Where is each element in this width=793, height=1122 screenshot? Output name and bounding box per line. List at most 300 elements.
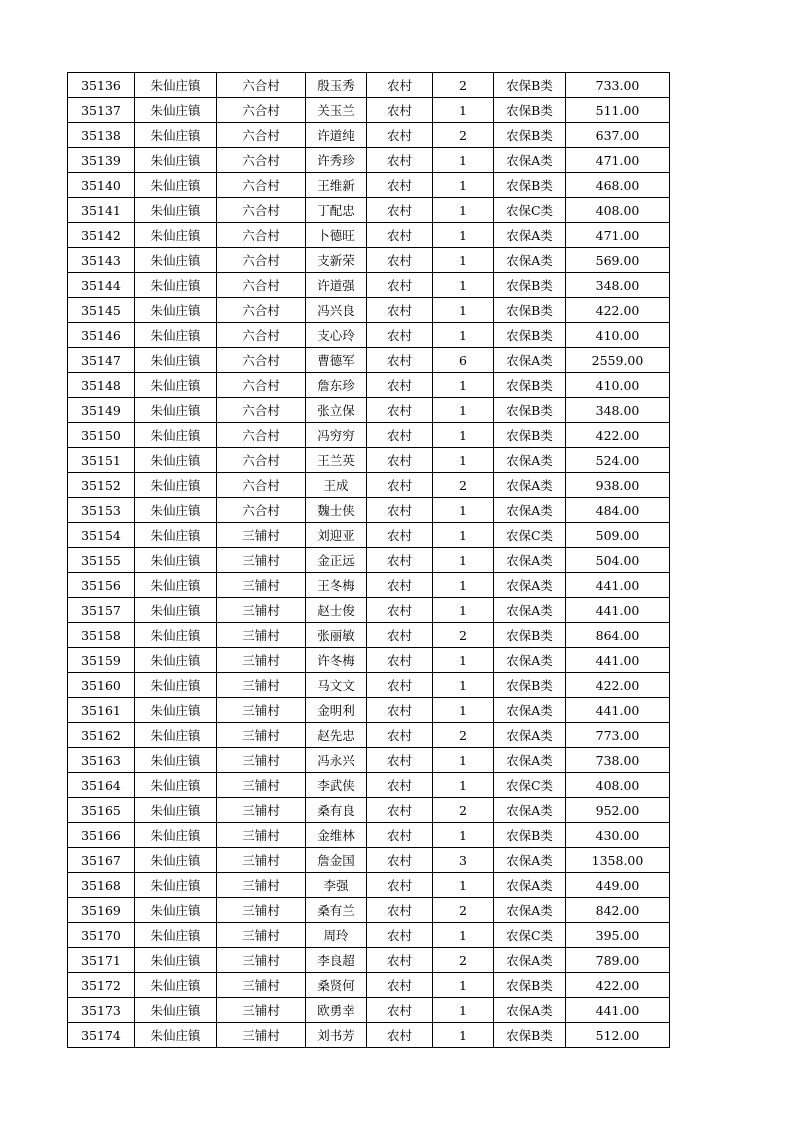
- name-cell: 张丽敏: [306, 623, 367, 648]
- table-row: [68, 223, 670, 248]
- category-cell: 农保A类: [494, 998, 566, 1023]
- name-cell: 周玲: [306, 923, 367, 948]
- name-cell: 关玉兰: [306, 98, 367, 123]
- amount-cell: 468.00: [566, 173, 670, 198]
- area-type-cell: 农村: [367, 698, 433, 723]
- category-cell: 农保A类: [494, 473, 566, 498]
- category-cell: 农保B类: [494, 273, 566, 298]
- household-size-cell: 1: [433, 1023, 494, 1048]
- category-cell: 农保C类: [494, 198, 566, 223]
- category-cell: 农保B类: [494, 98, 566, 123]
- table-row: [68, 448, 670, 473]
- record-id-cell: 35167: [68, 848, 135, 873]
- village-cell: 六合村: [217, 248, 306, 273]
- village-cell: 六合村: [217, 73, 306, 98]
- town-cell: 朱仙庄镇: [135, 398, 217, 423]
- record-id-cell: 35173: [68, 998, 135, 1023]
- record-id-cell: 35148: [68, 373, 135, 398]
- table-row: [68, 548, 670, 573]
- area-type-cell: 农村: [367, 323, 433, 348]
- table-row: [68, 523, 670, 548]
- area-type-cell: 农村: [367, 298, 433, 323]
- household-size-cell: 1: [433, 298, 494, 323]
- table-row: [68, 348, 670, 373]
- area-type-cell: 农村: [367, 923, 433, 948]
- household-size-cell: 1: [433, 448, 494, 473]
- amount-cell: 441.00: [566, 573, 670, 598]
- table-row: [68, 723, 670, 748]
- area-type-cell: 农村: [367, 598, 433, 623]
- table-row: [68, 423, 670, 448]
- table-row: [68, 298, 670, 323]
- household-size-cell: 1: [433, 223, 494, 248]
- village-cell: 六合村: [217, 98, 306, 123]
- record-id-cell: 35144: [68, 273, 135, 298]
- town-cell: 朱仙庄镇: [135, 873, 217, 898]
- category-cell: 农保A类: [494, 648, 566, 673]
- amount-cell: 410.00: [566, 323, 670, 348]
- household-size-cell: 1: [433, 98, 494, 123]
- area-type-cell: 农村: [367, 448, 433, 473]
- table-row: [68, 98, 670, 123]
- town-cell: 朱仙庄镇: [135, 548, 217, 573]
- town-cell: 朱仙庄镇: [135, 623, 217, 648]
- record-id-cell: 35169: [68, 898, 135, 923]
- household-size-cell: 1: [433, 748, 494, 773]
- table-row: [68, 598, 670, 623]
- town-cell: 朱仙庄镇: [135, 273, 217, 298]
- area-type-cell: 农村: [367, 1023, 433, 1048]
- record-id-cell: 35152: [68, 473, 135, 498]
- record-id-cell: 35171: [68, 948, 135, 973]
- table-row: [68, 898, 670, 923]
- area-type-cell: 农村: [367, 198, 433, 223]
- village-cell: 三铺村: [217, 798, 306, 823]
- area-type-cell: 农村: [367, 498, 433, 523]
- category-cell: 农保C类: [494, 523, 566, 548]
- table-row: [68, 798, 670, 823]
- name-cell: 欧勇幸: [306, 998, 367, 1023]
- record-id-cell: 35141: [68, 198, 135, 223]
- village-cell: 六合村: [217, 498, 306, 523]
- record-id-cell: 35157: [68, 598, 135, 623]
- area-type-cell: 农村: [367, 273, 433, 298]
- area-type-cell: 农村: [367, 398, 433, 423]
- table-row: [68, 873, 670, 898]
- name-cell: 詹金国: [306, 848, 367, 873]
- record-id-cell: 35143: [68, 248, 135, 273]
- area-type-cell: 农村: [367, 248, 433, 273]
- table-row: [68, 273, 670, 298]
- name-cell: 丁配忠: [306, 198, 367, 223]
- household-size-cell: 1: [433, 648, 494, 673]
- table-row: [68, 823, 670, 848]
- town-cell: 朱仙庄镇: [135, 773, 217, 798]
- category-cell: 农保A类: [494, 223, 566, 248]
- area-type-cell: 农村: [367, 948, 433, 973]
- area-type-cell: 农村: [367, 998, 433, 1023]
- village-cell: 六合村: [217, 273, 306, 298]
- household-size-cell: 1: [433, 923, 494, 948]
- amount-cell: 738.00: [566, 748, 670, 773]
- household-size-cell: 1: [433, 173, 494, 198]
- village-cell: 三铺村: [217, 698, 306, 723]
- amount-cell: 422.00: [566, 673, 670, 698]
- amount-cell: 408.00: [566, 773, 670, 798]
- name-cell: 桑有兰: [306, 898, 367, 923]
- table-row: [68, 848, 670, 873]
- area-type-cell: 农村: [367, 523, 433, 548]
- name-cell: 赵先忠: [306, 723, 367, 748]
- amount-cell: 509.00: [566, 523, 670, 548]
- area-type-cell: 农村: [367, 223, 433, 248]
- town-cell: 朱仙庄镇: [135, 523, 217, 548]
- record-id-cell: 35140: [68, 173, 135, 198]
- area-type-cell: 农村: [367, 423, 433, 448]
- record-id-cell: 35145: [68, 298, 135, 323]
- category-cell: 农保B类: [494, 973, 566, 998]
- name-cell: 金维林: [306, 823, 367, 848]
- town-cell: 朱仙庄镇: [135, 648, 217, 673]
- category-cell: 农保A类: [494, 948, 566, 973]
- category-cell: 农保A类: [494, 723, 566, 748]
- table-row: [68, 173, 670, 198]
- town-cell: 朱仙庄镇: [135, 223, 217, 248]
- table-row: [68, 673, 670, 698]
- village-cell: 三铺村: [217, 723, 306, 748]
- town-cell: 朱仙庄镇: [135, 848, 217, 873]
- area-type-cell: 农村: [367, 98, 433, 123]
- area-type-cell: 农村: [367, 848, 433, 873]
- table-row: [68, 148, 670, 173]
- area-type-cell: 农村: [367, 773, 433, 798]
- name-cell: 李强: [306, 873, 367, 898]
- household-size-cell: 3: [433, 848, 494, 873]
- town-cell: 朱仙庄镇: [135, 323, 217, 348]
- record-id-cell: 35139: [68, 148, 135, 173]
- record-id-cell: 35170: [68, 923, 135, 948]
- record-id-cell: 35154: [68, 523, 135, 548]
- table-row: [68, 773, 670, 798]
- household-size-cell: 2: [433, 798, 494, 823]
- record-id-cell: 35174: [68, 1023, 135, 1048]
- amount-cell: 471.00: [566, 148, 670, 173]
- area-type-cell: 农村: [367, 173, 433, 198]
- amount-cell: 864.00: [566, 623, 670, 648]
- category-cell: 农保B类: [494, 823, 566, 848]
- household-size-cell: 1: [433, 373, 494, 398]
- town-cell: 朱仙庄镇: [135, 373, 217, 398]
- category-cell: 农保A类: [494, 148, 566, 173]
- name-cell: 张立保: [306, 398, 367, 423]
- village-cell: 六合村: [217, 373, 306, 398]
- record-id-cell: 35137: [68, 98, 135, 123]
- amount-cell: 449.00: [566, 873, 670, 898]
- household-size-cell: 1: [433, 548, 494, 573]
- record-id-cell: 35149: [68, 398, 135, 423]
- record-id-cell: 35159: [68, 648, 135, 673]
- town-cell: 朱仙庄镇: [135, 898, 217, 923]
- name-cell: 许道纯: [306, 123, 367, 148]
- town-cell: 朱仙庄镇: [135, 923, 217, 948]
- record-id-cell: 35142: [68, 223, 135, 248]
- amount-cell: 348.00: [566, 273, 670, 298]
- village-cell: 三铺村: [217, 973, 306, 998]
- area-type-cell: 农村: [367, 723, 433, 748]
- table-row: [68, 73, 670, 98]
- name-cell: 王兰英: [306, 448, 367, 473]
- amount-cell: 441.00: [566, 998, 670, 1023]
- area-type-cell: 农村: [367, 823, 433, 848]
- category-cell: 农保A类: [494, 248, 566, 273]
- area-type-cell: 农村: [367, 548, 433, 573]
- category-cell: 农保B类: [494, 298, 566, 323]
- household-size-cell: 1: [433, 498, 494, 523]
- amount-cell: 524.00: [566, 448, 670, 473]
- table-row: [68, 998, 670, 1023]
- town-cell: 朱仙庄镇: [135, 823, 217, 848]
- name-cell: 金正远: [306, 548, 367, 573]
- name-cell: 魏士侠: [306, 498, 367, 523]
- area-type-cell: 农村: [367, 648, 433, 673]
- table-row: [68, 573, 670, 598]
- name-cell: 李良超: [306, 948, 367, 973]
- village-cell: 三铺村: [217, 823, 306, 848]
- village-cell: 六合村: [217, 398, 306, 423]
- household-size-cell: 1: [433, 148, 494, 173]
- village-cell: 六合村: [217, 448, 306, 473]
- town-cell: 朱仙庄镇: [135, 723, 217, 748]
- category-cell: 农保B类: [494, 623, 566, 648]
- town-cell: 朱仙庄镇: [135, 423, 217, 448]
- village-cell: 三铺村: [217, 873, 306, 898]
- amount-cell: 842.00: [566, 898, 670, 923]
- table-row: [68, 123, 670, 148]
- name-cell: 王成: [306, 473, 367, 498]
- amount-cell: 569.00: [566, 248, 670, 273]
- table-row: [68, 498, 670, 523]
- amount-cell: 733.00: [566, 73, 670, 98]
- amount-cell: 637.00: [566, 123, 670, 148]
- town-cell: 朱仙庄镇: [135, 348, 217, 373]
- household-size-cell: 2: [433, 623, 494, 648]
- record-id-cell: 35164: [68, 773, 135, 798]
- area-type-cell: 农村: [367, 748, 433, 773]
- table-row: [68, 248, 670, 273]
- name-cell: 卜德旺: [306, 223, 367, 248]
- name-cell: 支心玲: [306, 323, 367, 348]
- category-cell: 农保A类: [494, 548, 566, 573]
- table-row: [68, 1023, 670, 1048]
- category-cell: 农保B类: [494, 1023, 566, 1048]
- amount-cell: 441.00: [566, 698, 670, 723]
- table-row: [68, 973, 670, 998]
- name-cell: 曹德军: [306, 348, 367, 373]
- household-size-cell: 1: [433, 423, 494, 448]
- household-size-cell: 1: [433, 873, 494, 898]
- town-cell: 朱仙庄镇: [135, 998, 217, 1023]
- household-size-cell: 1: [433, 198, 494, 223]
- area-type-cell: 农村: [367, 873, 433, 898]
- name-cell: 马文文: [306, 673, 367, 698]
- household-size-cell: 1: [433, 273, 494, 298]
- category-cell: 农保B类: [494, 173, 566, 198]
- household-size-cell: 1: [433, 398, 494, 423]
- name-cell: 冯穷穷: [306, 423, 367, 448]
- village-cell: 三铺村: [217, 898, 306, 923]
- household-size-cell: 6: [433, 348, 494, 373]
- name-cell: 刘书芳: [306, 1023, 367, 1048]
- town-cell: 朱仙庄镇: [135, 748, 217, 773]
- name-cell: 许冬梅: [306, 648, 367, 673]
- table-row: [68, 623, 670, 648]
- area-type-cell: 农村: [367, 348, 433, 373]
- name-cell: 李武侠: [306, 773, 367, 798]
- town-cell: 朱仙庄镇: [135, 798, 217, 823]
- table-row: [68, 923, 670, 948]
- record-id-cell: 35160: [68, 673, 135, 698]
- village-cell: 六合村: [217, 223, 306, 248]
- household-size-cell: 2: [433, 723, 494, 748]
- category-cell: 农保A类: [494, 498, 566, 523]
- village-cell: 三铺村: [217, 523, 306, 548]
- category-cell: 农保B类: [494, 123, 566, 148]
- amount-cell: 441.00: [566, 598, 670, 623]
- village-cell: 六合村: [217, 423, 306, 448]
- amount-cell: 512.00: [566, 1023, 670, 1048]
- area-type-cell: 农村: [367, 123, 433, 148]
- category-cell: 农保A类: [494, 598, 566, 623]
- name-cell: 桑有良: [306, 798, 367, 823]
- name-cell: 赵士俊: [306, 598, 367, 623]
- village-cell: 三铺村: [217, 623, 306, 648]
- amount-cell: 938.00: [566, 473, 670, 498]
- name-cell: 刘迎亚: [306, 523, 367, 548]
- area-type-cell: 农村: [367, 623, 433, 648]
- amount-cell: 789.00: [566, 948, 670, 973]
- amount-cell: 773.00: [566, 723, 670, 748]
- village-cell: 三铺村: [217, 998, 306, 1023]
- category-cell: 农保A类: [494, 873, 566, 898]
- category-cell: 农保A类: [494, 448, 566, 473]
- category-cell: 农保A类: [494, 573, 566, 598]
- town-cell: 朱仙庄镇: [135, 448, 217, 473]
- village-cell: 三铺村: [217, 673, 306, 698]
- category-cell: 农保A类: [494, 698, 566, 723]
- name-cell: 支新荣: [306, 248, 367, 273]
- table-row: [68, 373, 670, 398]
- town-cell: 朱仙庄镇: [135, 73, 217, 98]
- village-cell: 三铺村: [217, 923, 306, 948]
- area-type-cell: 农村: [367, 473, 433, 498]
- village-cell: 三铺村: [217, 648, 306, 673]
- record-id-cell: 35163: [68, 748, 135, 773]
- record-id-cell: 35136: [68, 73, 135, 98]
- category-cell: 农保A类: [494, 798, 566, 823]
- village-cell: 六合村: [217, 198, 306, 223]
- amount-cell: 422.00: [566, 423, 670, 448]
- town-cell: 朱仙庄镇: [135, 973, 217, 998]
- amount-cell: 408.00: [566, 198, 670, 223]
- area-type-cell: 农村: [367, 973, 433, 998]
- amount-cell: 511.00: [566, 98, 670, 123]
- village-cell: 六合村: [217, 323, 306, 348]
- table-row: [68, 698, 670, 723]
- record-id-cell: 35147: [68, 348, 135, 373]
- village-cell: 三铺村: [217, 573, 306, 598]
- name-cell: 许秀珍: [306, 148, 367, 173]
- amount-cell: 410.00: [566, 373, 670, 398]
- category-cell: 农保B类: [494, 423, 566, 448]
- village-cell: 三铺村: [217, 948, 306, 973]
- village-cell: 三铺村: [217, 598, 306, 623]
- household-size-cell: 2: [433, 898, 494, 923]
- record-id-cell: 35158: [68, 623, 135, 648]
- amount-cell: 504.00: [566, 548, 670, 573]
- category-cell: 农保A类: [494, 348, 566, 373]
- town-cell: 朱仙庄镇: [135, 148, 217, 173]
- household-size-cell: 1: [433, 823, 494, 848]
- town-cell: 朱仙庄镇: [135, 598, 217, 623]
- town-cell: 朱仙庄镇: [135, 473, 217, 498]
- record-id-cell: 35156: [68, 573, 135, 598]
- village-cell: 六合村: [217, 148, 306, 173]
- town-cell: 朱仙庄镇: [135, 248, 217, 273]
- amount-cell: 471.00: [566, 223, 670, 248]
- category-cell: 农保B类: [494, 373, 566, 398]
- record-id-cell: 35146: [68, 323, 135, 348]
- village-cell: 三铺村: [217, 1023, 306, 1048]
- record-id-cell: 35155: [68, 548, 135, 573]
- town-cell: 朱仙庄镇: [135, 173, 217, 198]
- village-cell: 三铺村: [217, 848, 306, 873]
- record-id-cell: 35166: [68, 823, 135, 848]
- record-id-cell: 35153: [68, 498, 135, 523]
- table-row: [68, 648, 670, 673]
- category-cell: 农保A类: [494, 748, 566, 773]
- amount-cell: 430.00: [566, 823, 670, 848]
- name-cell: 桑贤何: [306, 973, 367, 998]
- town-cell: 朱仙庄镇: [135, 1023, 217, 1048]
- household-size-cell: 1: [433, 323, 494, 348]
- record-id-cell: 35172: [68, 973, 135, 998]
- table-row: [68, 198, 670, 223]
- town-cell: 朱仙庄镇: [135, 198, 217, 223]
- household-size-cell: 2: [433, 123, 494, 148]
- village-cell: 六合村: [217, 473, 306, 498]
- category-cell: 农保B类: [494, 323, 566, 348]
- record-id-cell: 35168: [68, 873, 135, 898]
- name-cell: 许道强: [306, 273, 367, 298]
- area-type-cell: 农村: [367, 673, 433, 698]
- records-table-body: [68, 73, 670, 1048]
- records-table: [67, 72, 670, 1048]
- amount-cell: 441.00: [566, 648, 670, 673]
- category-cell: 农保B类: [494, 398, 566, 423]
- amount-cell: 348.00: [566, 398, 670, 423]
- town-cell: 朱仙庄镇: [135, 698, 217, 723]
- town-cell: 朱仙庄镇: [135, 948, 217, 973]
- village-cell: 三铺村: [217, 748, 306, 773]
- household-size-cell: 2: [433, 473, 494, 498]
- village-cell: 六合村: [217, 173, 306, 198]
- town-cell: 朱仙庄镇: [135, 123, 217, 148]
- record-id-cell: 35138: [68, 123, 135, 148]
- household-size-cell: 2: [433, 948, 494, 973]
- town-cell: 朱仙庄镇: [135, 573, 217, 598]
- record-id-cell: 35150: [68, 423, 135, 448]
- table-row: [68, 323, 670, 348]
